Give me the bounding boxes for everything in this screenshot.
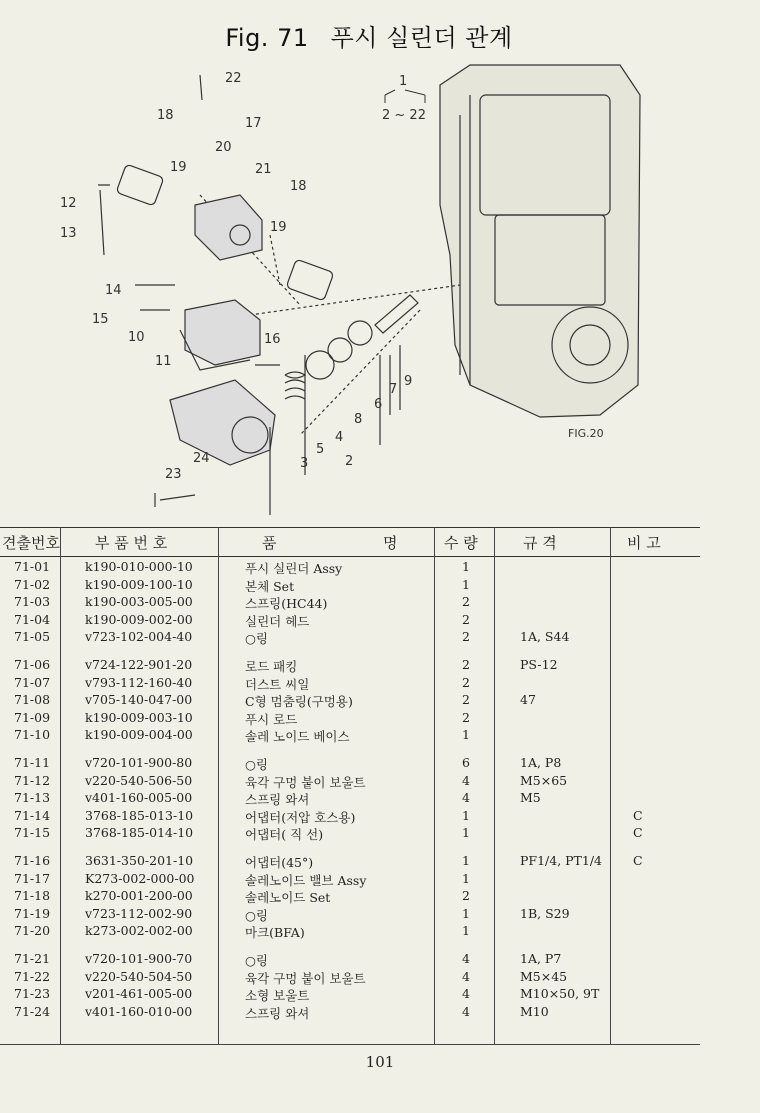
part-name: 푸시 로드 bbox=[245, 711, 298, 727]
quantity: 1 bbox=[462, 923, 470, 938]
item-number: 71-21 bbox=[14, 951, 51, 966]
quantity: 2 bbox=[462, 657, 470, 672]
item-number: 71-22 bbox=[14, 968, 51, 984]
callout-15: 15 bbox=[92, 312, 109, 327]
remark: C bbox=[633, 825, 643, 840]
quantity: 1 bbox=[462, 727, 470, 742]
item-number: 71-16 bbox=[14, 853, 51, 868]
part-number: v723-102-004-40 bbox=[85, 629, 193, 644]
quantity: 4 bbox=[462, 951, 470, 966]
callout-14: 14 bbox=[105, 283, 122, 298]
callout-7: 7 bbox=[389, 382, 398, 397]
column-divider bbox=[60, 527, 61, 1044]
part-name: ○링 bbox=[245, 757, 268, 772]
part-number: v401-160-010-00 bbox=[85, 1003, 193, 1019]
specification: 1B, S29 bbox=[520, 905, 570, 921]
part-name: 솔레노이드 밸브 Assy bbox=[245, 872, 367, 888]
column-divider bbox=[610, 527, 611, 1044]
quantity: 1 bbox=[462, 870, 470, 886]
item-number: 71-04 bbox=[14, 611, 51, 627]
callout-18b: 18 bbox=[290, 179, 307, 194]
quantity: 1 bbox=[462, 825, 470, 840]
part-number: 3631-350-201-10 bbox=[85, 853, 194, 868]
figure-number: Fig. 71 bbox=[225, 24, 309, 52]
part-number: v201-461-005-00 bbox=[85, 986, 193, 1001]
part-name: 푸시 실린더 Assy bbox=[245, 561, 343, 576]
part-number: k190-010-000-10 bbox=[85, 559, 193, 574]
item-number: 71-03 bbox=[14, 594, 51, 609]
callout-22: 22 bbox=[225, 71, 242, 86]
item-number: 71-11 bbox=[14, 755, 51, 770]
part-number: 3768-185-013-10 bbox=[85, 807, 194, 823]
callout-9: 9 bbox=[404, 374, 413, 389]
specification: PS-12 bbox=[520, 657, 558, 672]
header-remark: 비 고 bbox=[627, 534, 661, 552]
item-number: 71-02 bbox=[14, 576, 51, 592]
callout-13: 13 bbox=[60, 226, 77, 241]
callout-24: 24 bbox=[193, 451, 210, 466]
item-number: 71-23 bbox=[14, 986, 51, 1001]
part-number: v720-101-900-70 bbox=[85, 951, 193, 966]
quantity: 4 bbox=[462, 986, 470, 1001]
part-name: 더스트 씨일 bbox=[245, 676, 310, 692]
part-name: 로드 패킹 bbox=[245, 659, 298, 674]
part-name: C형 멈춤링(구멍용) bbox=[245, 694, 353, 709]
column-divider bbox=[494, 527, 495, 1044]
quantity: 2 bbox=[462, 611, 470, 627]
specification: M10 bbox=[520, 1003, 549, 1019]
column-divider bbox=[218, 527, 219, 1044]
callout-19b: 19 bbox=[270, 220, 287, 235]
part-number: k273-002-002-00 bbox=[85, 923, 193, 938]
header-name-2: 명 bbox=[383, 534, 398, 552]
part-number: v724-122-901-20 bbox=[85, 657, 193, 672]
part-number: v793-112-160-40 bbox=[85, 674, 193, 690]
part-number: v723-112-002-90 bbox=[85, 905, 193, 921]
remark: C bbox=[633, 807, 643, 823]
assy-range: 2 ~ 22 bbox=[382, 108, 426, 123]
specification: M5 bbox=[520, 790, 541, 805]
part-number: k270-001-200-00 bbox=[85, 888, 193, 903]
part-number: k190-009-002-00 bbox=[85, 611, 193, 627]
quantity: 2 bbox=[462, 692, 470, 707]
header-spec: 규 격 bbox=[523, 534, 557, 552]
part-name: 육각 구멍 붙이 보울트 bbox=[245, 774, 366, 790]
quantity: 2 bbox=[462, 888, 470, 903]
part-number: v720-101-900-80 bbox=[85, 755, 193, 770]
figure-name: 푸시 실린더 관계 bbox=[330, 24, 513, 52]
specification: M10×50, 9T bbox=[520, 986, 600, 1001]
item-number: 71-15 bbox=[14, 825, 51, 840]
part-number: v220-540-506-50 bbox=[85, 772, 193, 788]
callout-2: 2 bbox=[345, 454, 354, 469]
column-divider bbox=[434, 527, 435, 1044]
part-number: v220-540-504-50 bbox=[85, 968, 193, 984]
specification: 1A, S44 bbox=[520, 629, 570, 644]
callout-19a: 19 bbox=[170, 160, 187, 175]
part-name: 어댑터(저압 호스용) bbox=[245, 809, 356, 825]
callout-23: 23 bbox=[165, 467, 182, 482]
quantity: 1 bbox=[462, 905, 470, 921]
part-name: 어댑터(45°) bbox=[245, 855, 314, 870]
specification: M5×45 bbox=[520, 968, 568, 984]
part-name: 어댑터( 직 선) bbox=[245, 827, 324, 842]
item-number: 71-10 bbox=[14, 727, 51, 742]
quantity: 2 bbox=[462, 674, 470, 690]
callout-3: 3 bbox=[300, 456, 309, 471]
part-number: 3768-185-014-10 bbox=[85, 825, 194, 840]
part-name: 실린더 헤드 bbox=[245, 613, 310, 629]
callout-21: 21 bbox=[255, 162, 272, 177]
quantity: 4 bbox=[462, 968, 470, 984]
part-name: 솔레 노이드 베이스 bbox=[245, 729, 350, 744]
callout-18a: 18 bbox=[157, 108, 174, 123]
quantity: 1 bbox=[462, 576, 470, 592]
part-number: v401-160-005-00 bbox=[85, 790, 193, 805]
part-name: ○링 bbox=[245, 953, 268, 968]
header-name-1: 품 bbox=[262, 534, 277, 552]
callout-16: 16 bbox=[264, 332, 281, 347]
item-number: 71-07 bbox=[14, 674, 51, 690]
quantity: 1 bbox=[462, 807, 470, 823]
part-name: 스프링(HC44) bbox=[245, 596, 328, 611]
quantity: 2 bbox=[462, 709, 470, 725]
part-name: 스프링 와셔 bbox=[245, 1005, 310, 1021]
fig-ref: FIG.20 bbox=[568, 427, 604, 440]
table-header bbox=[0, 527, 700, 557]
part-name: 본체 Set bbox=[245, 578, 295, 594]
item-number: 71-09 bbox=[14, 709, 51, 725]
part-name: 소형 보울트 bbox=[245, 988, 310, 1003]
quantity: 4 bbox=[462, 790, 470, 805]
item-number: 71-12 bbox=[14, 772, 51, 788]
quantity: 2 bbox=[462, 594, 470, 609]
part-number: K273-002-000-00 bbox=[85, 870, 195, 886]
item-number: 71-08 bbox=[14, 692, 51, 707]
part-number: k190-009-004-00 bbox=[85, 727, 193, 742]
quantity: 6 bbox=[462, 755, 470, 770]
item-number: 71-20 bbox=[14, 923, 51, 938]
specification: 47 bbox=[520, 692, 536, 707]
exploded-diagram bbox=[0, 55, 700, 515]
part-number: k190-009-100-10 bbox=[85, 576, 193, 592]
quantity: 2 bbox=[462, 629, 470, 644]
header-part: 부 품 번 호 bbox=[95, 534, 168, 552]
part-name: 솔레노이드 Set bbox=[245, 890, 331, 905]
item-number: 71-05 bbox=[14, 629, 51, 644]
item-number: 71-14 bbox=[14, 807, 51, 823]
page-number: 101 bbox=[365, 1053, 395, 1071]
callout-6: 6 bbox=[374, 397, 383, 412]
callout-4: 4 bbox=[335, 430, 344, 445]
part-number: k190-009-003-10 bbox=[85, 709, 193, 725]
quantity: 1 bbox=[462, 853, 470, 868]
part-name: 스프링 와셔 bbox=[245, 792, 310, 807]
item-number: 71-18 bbox=[14, 888, 51, 903]
header-no: 견출번호 bbox=[2, 534, 60, 552]
quantity: 4 bbox=[462, 772, 470, 788]
callout-20: 20 bbox=[215, 140, 232, 155]
item-number: 71-06 bbox=[14, 657, 51, 672]
part-name: ○링 bbox=[245, 631, 268, 646]
callout-8: 8 bbox=[354, 412, 363, 427]
item-number: 71-19 bbox=[14, 905, 51, 921]
quantity: 4 bbox=[462, 1003, 470, 1019]
callout-17: 17 bbox=[245, 116, 262, 131]
callout-11: 11 bbox=[155, 354, 172, 369]
item-number: 71-01 bbox=[14, 559, 51, 574]
specification: 1A, P8 bbox=[520, 755, 562, 770]
table-bottom-rule bbox=[0, 1044, 700, 1045]
part-name: ○링 bbox=[245, 907, 268, 923]
figure-title bbox=[0, 18, 760, 53]
specification: M5×65 bbox=[520, 772, 568, 788]
quantity: 1 bbox=[462, 559, 470, 574]
callout-12: 12 bbox=[60, 196, 77, 211]
callout-5: 5 bbox=[316, 442, 325, 457]
item-number: 71-24 bbox=[14, 1003, 51, 1019]
part-number: v705-140-047-00 bbox=[85, 692, 193, 707]
header-qty: 수 량 bbox=[444, 534, 478, 552]
assy-ref: 1 bbox=[399, 74, 408, 89]
specification: 1A, P7 bbox=[520, 951, 562, 966]
part-name: 육각 구멍 붙이 보울트 bbox=[245, 970, 366, 986]
remark: C bbox=[633, 853, 643, 868]
specification: PF1/4, PT1/4 bbox=[520, 853, 603, 868]
part-number: k190-003-005-00 bbox=[85, 594, 193, 609]
item-number: 71-13 bbox=[14, 790, 51, 805]
part-name: 마크(BFA) bbox=[245, 925, 305, 940]
callout-10: 10 bbox=[128, 330, 145, 345]
item-number: 71-17 bbox=[14, 870, 51, 886]
